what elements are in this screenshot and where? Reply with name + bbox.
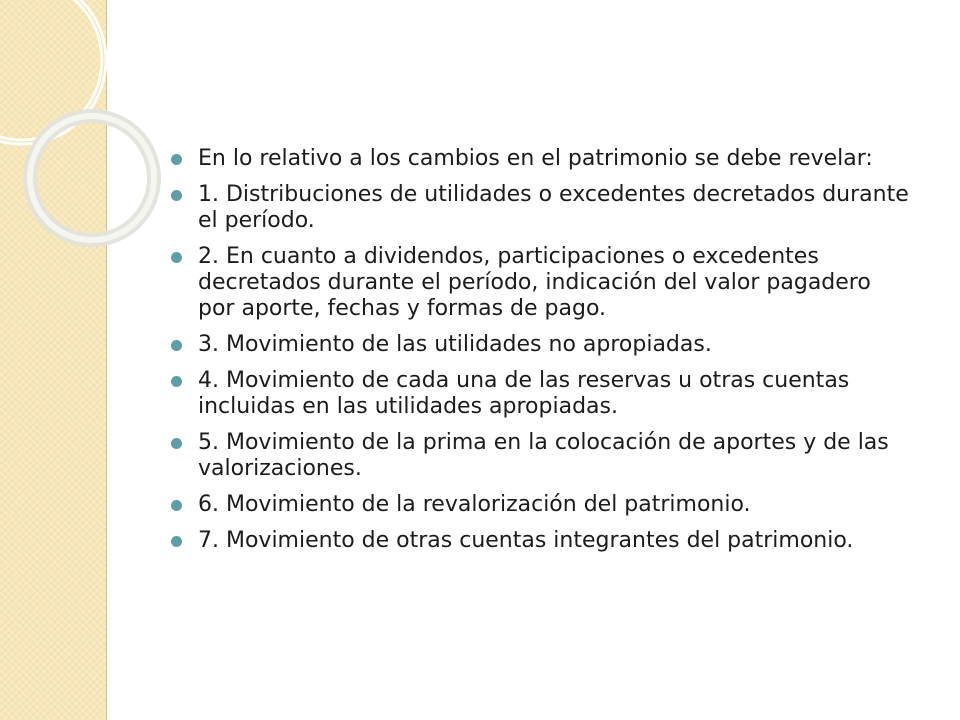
list-item-text: 5. Movimiento de la prima en la colocación de aportes y de las valorizaciones. (198, 430, 889, 481)
bullet-dot-icon (171, 536, 182, 547)
decorative-rings (0, 0, 140, 300)
bullet-dot-icon (171, 376, 182, 387)
list-item (168, 244, 913, 322)
bullet-list (168, 146, 913, 554)
list-item-text: En lo relativo a los cambios en el patrimonio se debe revelar: (198, 146, 873, 171)
list-item (168, 492, 913, 518)
bullet-dot-icon (171, 190, 182, 201)
bullet-dot-icon (171, 154, 182, 165)
bullet-dot-icon (171, 438, 182, 449)
bullet-dot-icon (171, 252, 182, 263)
list-item-text: 4. Movimiento de cada una de las reservas u otras cuentas incluidas en las utilidades apropiadas. (198, 368, 850, 419)
list-item-text: 6. Movimiento de la revalorización del patrimonio. (198, 492, 751, 517)
list-item-text: 2. En cuanto a dividendos, participaciones o excedentes decretados durante el período, indicación del valor pagadero por aporte, fechas y formas de pago. (198, 244, 871, 321)
list-item (168, 368, 913, 420)
list-item (168, 146, 913, 172)
list-item (168, 182, 913, 234)
list-item (168, 332, 913, 358)
bullet-dot-icon (171, 500, 182, 511)
slide-content (168, 146, 913, 564)
list-item-text: 7. Movimiento de otras cuentas integrantes del patrimonio. (198, 528, 854, 553)
list-item-text: 3. Movimiento de las utilidades no apropiadas. (198, 332, 712, 357)
list-item-text: 1. Distribuciones de utilidades o excedentes decretados durante el período. (198, 182, 909, 233)
bullet-dot-icon (171, 340, 182, 351)
list-item (168, 430, 913, 482)
list-item (168, 528, 913, 554)
